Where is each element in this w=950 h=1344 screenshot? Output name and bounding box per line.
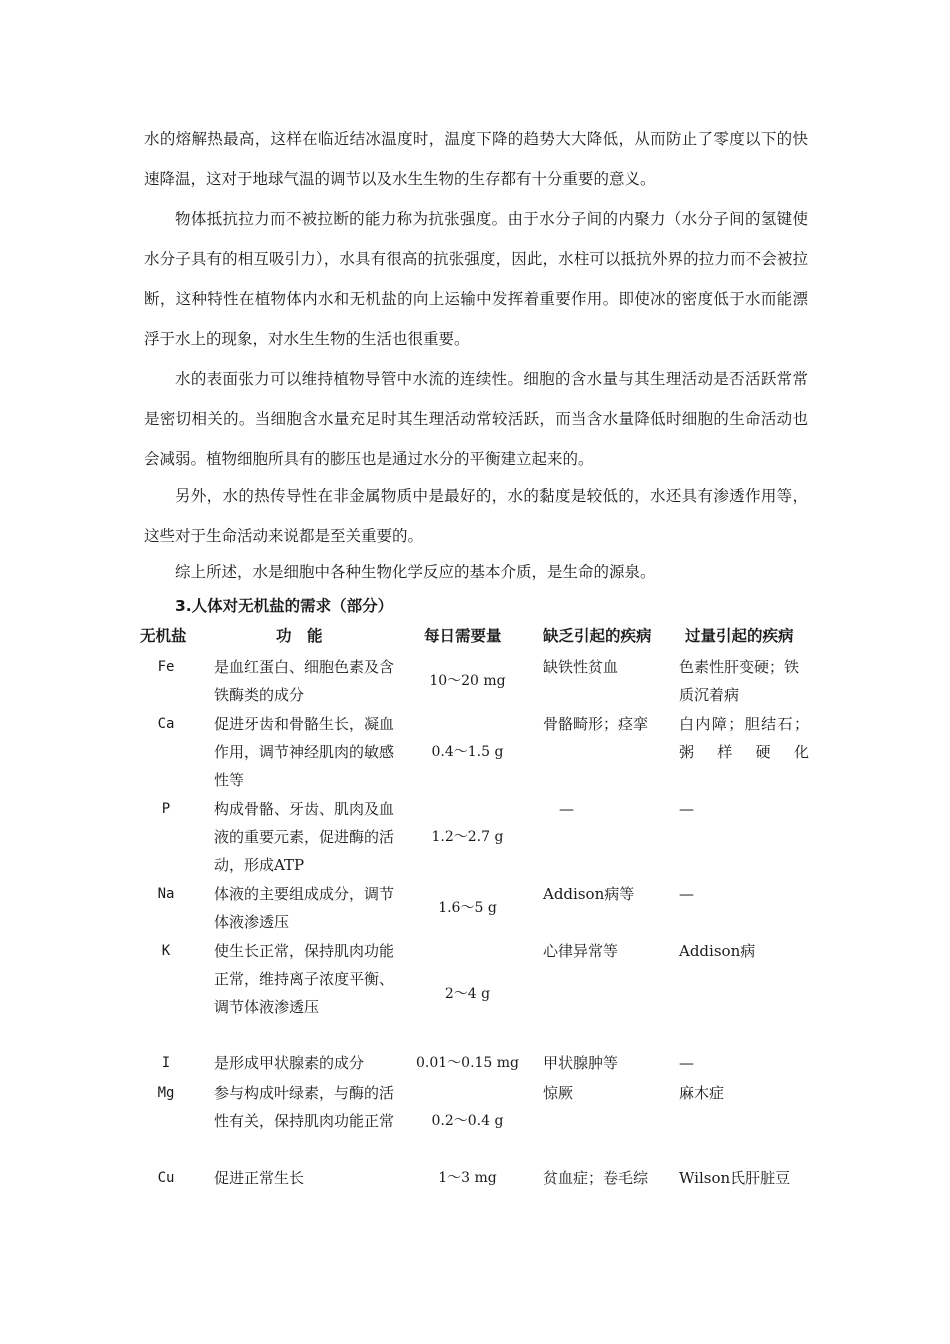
section-heading: 3.人体对无机盐的需求（部分） bbox=[175, 597, 394, 615]
cell-element: I bbox=[161, 1055, 171, 1071]
cell-dose: 1.6～5 g bbox=[438, 900, 497, 916]
cell-element: Na bbox=[157, 886, 175, 902]
cell-deficiency: Addison病等 bbox=[543, 885, 635, 903]
cell-function: 促进正常生长 bbox=[214, 1169, 305, 1187]
cell-function: 促进牙齿和骨骼生长，凝血作用，调节神经肌肉的敏感性等 bbox=[214, 715, 395, 789]
header-deficiency: 缺乏引起的疾病 bbox=[543, 627, 652, 645]
cell-function: 是形成甲状腺素的成分 bbox=[214, 1054, 365, 1072]
cell-dose: 1～3 mg bbox=[438, 1170, 497, 1186]
paragraph-surface-tension: 水的表面张力可以维持植物导管中水流的连续性。细胞的含水量与其生理活动是否活跃常常是密切相关的。当细胞含水量充足时其生理活动常较活跃，而当含水量降低时细胞的生命活动也会减弱。植物细胞所具有的膨压也是通过水分的平衡建立起来的。 bbox=[144, 370, 808, 468]
cell-excess: 白内障；胆结石；粥样硬化 bbox=[679, 715, 809, 761]
cell-dose: 0.2～0.4 g bbox=[431, 1113, 504, 1129]
cell-deficiency: — bbox=[559, 800, 574, 818]
cell-dose: 10～20 mg bbox=[429, 673, 506, 689]
cell-dose: 0.4～1.5 g bbox=[431, 744, 504, 760]
cell-excess: — bbox=[679, 885, 694, 903]
cell-function: 构成骨骼、牙齿、肌肉及血液的重要元素，促进酶的活动，形成ATP bbox=[214, 800, 395, 874]
cell-deficiency: 缺铁性贫血 bbox=[543, 658, 619, 676]
cell-deficiency: 骨骼畸形；痉挛 bbox=[543, 715, 649, 733]
cell-function: 使生长正常，保持肌肉功能正常，维持离子浓度平衡、调节体液渗透压 bbox=[214, 942, 395, 1016]
cell-element: Mg bbox=[157, 1085, 175, 1101]
cell-element: P bbox=[161, 801, 171, 817]
paragraph-heat-of-fusion: 水的熔解热最高，这样在临近结冰温度时，温度下降的趋势大大降低，从而防止了零度以下的快速降温，这对于地球气温的调节以及水生生物的生存都有十分重要的意义。 bbox=[144, 130, 808, 188]
cell-element: Fe bbox=[157, 659, 175, 675]
cell-excess: — bbox=[679, 800, 694, 818]
cell-excess: Addison病 bbox=[679, 942, 756, 960]
paragraph-conclusion: 综上所述，水是细胞中各种生物化学反应的基本介质，是生命的源泉。 bbox=[175, 563, 656, 581]
cell-element: Cu bbox=[157, 1170, 175, 1186]
cell-deficiency: 惊厥 bbox=[543, 1084, 574, 1102]
paragraph-tensile-strength: 物体抵抗拉力而不被拉断的能力称为抗张强度。由于水分子间的内聚力（水分子间的氢键使水分子具有的相互吸引力），水具有很高的抗张强度，因此，水柱可以抵抗外界的拉力而不会被拉断，这种特性在植物体内水和无机盐的向上运输中发挥着重要作用。即使冰的密度低于水而能漂浮于水上的现象，对水生生物的生活也很重要。 bbox=[144, 210, 808, 348]
cell-dose: 2～4 g bbox=[444, 986, 491, 1002]
cell-element: Ca bbox=[157, 716, 175, 732]
header-daily-need: 每日需要量 bbox=[424, 627, 502, 645]
cell-function: 体液的主要组成成分，调节体液渗透压 bbox=[214, 885, 395, 931]
header-excess: 过量引起的疾病 bbox=[685, 627, 794, 645]
paragraph-thermal-conductivity: 另外，水的热传导性在非金属物质中是最好的，水的黏度是较低的，水还具有渗透作用等，这些对于生命活动来说都是至关重要的。 bbox=[144, 487, 808, 545]
cell-element: K bbox=[161, 943, 171, 959]
cell-deficiency: 甲状腺肿等 bbox=[543, 1054, 619, 1072]
header-mineral: 无机盐 bbox=[140, 627, 187, 645]
cell-function: 是血红蛋白、细胞色素及含铁酶类的成分 bbox=[214, 658, 395, 704]
cell-function: 参与构成叶绿素，与酶的活性有关，保持肌肉功能正常 bbox=[214, 1084, 395, 1130]
cell-excess: 麻木症 bbox=[679, 1084, 725, 1102]
cell-excess: — bbox=[679, 1054, 694, 1072]
cell-dose: 0.01～0.15 mg bbox=[415, 1055, 520, 1071]
cell-deficiency: 心律异常等 bbox=[543, 942, 619, 960]
cell-dose: 1.2～2.7 g bbox=[431, 829, 504, 845]
cell-deficiency: 贫血症；卷毛综 bbox=[543, 1169, 649, 1187]
header-function: 功 能 bbox=[276, 627, 323, 645]
cell-excess: 色素性肝变硬；铁质沉着病 bbox=[679, 658, 800, 704]
cell-excess: Wilson氏肝脏豆 bbox=[679, 1169, 791, 1187]
